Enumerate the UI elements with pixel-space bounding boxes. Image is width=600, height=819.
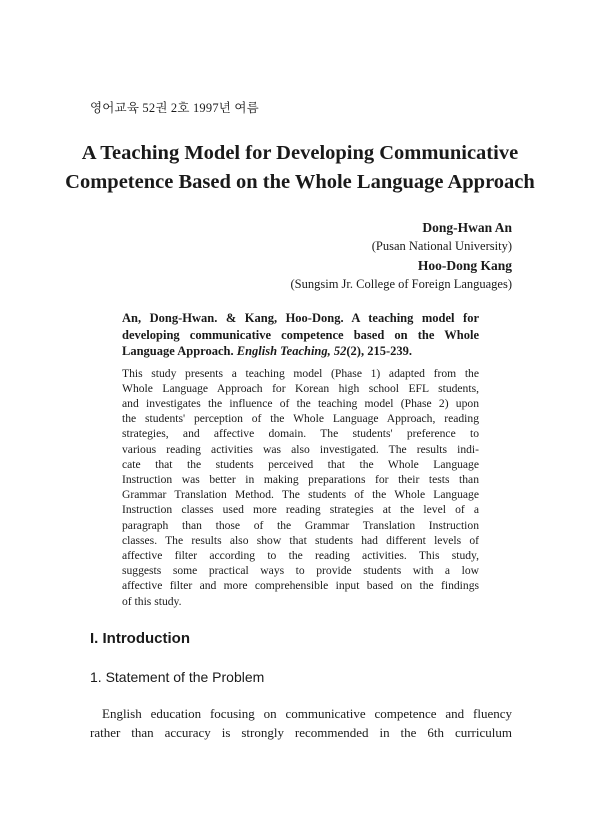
- paper-title: [60, 139, 540, 197]
- citation: [122, 310, 479, 360]
- author-name: Hoo-Dong Kang: [417, 258, 512, 273]
- abstract-line: Whole Language Approach for Korean high school EFL students,: [122, 381, 479, 395]
- citation-lead: An, Dong-Hwan. & Kang, Hoo-Dong. A teaching model for developing communicative competence based on the Whole Language Approach.: [122, 311, 479, 358]
- abstract-line: Instruction was better in making preparations for their tests than: [122, 472, 479, 486]
- body-paragraph: [90, 704, 512, 742]
- abstract-line: of this study.: [122, 594, 182, 608]
- author-name: Dong-Hwan An: [422, 220, 512, 235]
- running-head: 영어교육 52권 2호 1997년 여름: [90, 101, 259, 115]
- abstract-line: the students' perception of the Whole Language Approach, reading: [122, 412, 479, 426]
- abstract-line: paragraph than those of the Grammar Translation Instruction: [122, 518, 479, 532]
- abstract-line: suggests some practical ways to provide students with a low: [122, 564, 479, 578]
- abstract-body: [122, 366, 479, 609]
- citation-tail: (2), 215-239.: [346, 344, 412, 358]
- abstract-line: and investigates the influence of the teaching model (Phase 2) upon: [122, 396, 479, 410]
- body-line: English education focusing on communicative competence and fluency: [102, 706, 512, 721]
- abstract-line: strategies, and affective domain. The students' preference to: [122, 427, 479, 441]
- title-line: Competence Based on the Whole Language Approach: [65, 171, 535, 193]
- body-line: rather than accuracy is strongly recommended in the 6th curriculum: [90, 725, 512, 740]
- abstract-line: various reading activities was also investigated. The results indi-: [122, 442, 479, 456]
- abstract-line: classes. The results also show that students had different levels of: [122, 533, 479, 547]
- abstract-line: Grammar Translation Method. The students of the Whole Language: [122, 488, 479, 502]
- abstract-line: cate that the students perceived that the Whole Language: [122, 457, 479, 471]
- author-block: [291, 218, 513, 294]
- abstract-line: affective filter and more comprehensible input based on the findings: [122, 579, 479, 593]
- author-affiliation: (Sungsim Jr. College of Foreign Languages): [290, 277, 512, 291]
- title-line: A Teaching Model for Developing Communicative: [81, 142, 519, 164]
- abstract-line: This study presents a teaching model (Phase 1) adapted from the: [122, 366, 479, 380]
- abstract-line: affective filter according to the reading activities. This study,: [122, 548, 479, 562]
- subsection-heading: 1. Statement of the Problem: [90, 669, 265, 685]
- abstract-line: Instruction classes used more reading strategies at the level of a: [122, 503, 479, 517]
- section-heading: I. Introduction: [90, 630, 190, 647]
- author-affiliation: (Pusan National University): [371, 239, 512, 253]
- citation-journal: English Teaching, 52: [236, 344, 347, 358]
- abstract: [122, 310, 479, 609]
